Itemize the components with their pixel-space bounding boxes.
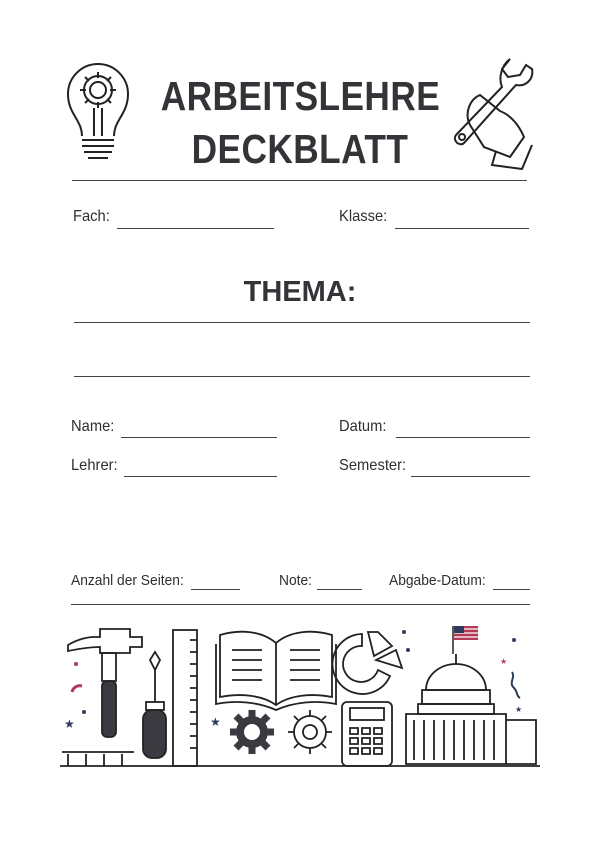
note-label: Note: — [279, 572, 312, 589]
open-book-icon — [216, 632, 336, 710]
header-divider — [72, 180, 527, 181]
note-field[interactable] — [317, 589, 362, 590]
semester-field[interactable] — [411, 476, 530, 477]
lehrer-label: Lehrer: — [71, 457, 118, 474]
semester-label: Semester: — [339, 457, 407, 474]
thema-line-2[interactable] — [74, 376, 530, 377]
thema-line-1[interactable] — [74, 322, 530, 323]
name-field[interactable] — [121, 437, 277, 438]
title-line-1: ARBEITSLEHRE — [160, 73, 440, 119]
name-label: Name: — [71, 418, 115, 435]
svg-text:★: ★ — [500, 657, 508, 666]
svg-text:★: ★ — [515, 705, 523, 714]
ruler-icon — [173, 630, 197, 766]
us-flag-icon — [453, 626, 478, 654]
lehrer-field[interactable] — [124, 476, 277, 477]
pie-chart-icon — [333, 632, 402, 694]
title-line-2: DECKBLATT — [191, 126, 409, 172]
abgabe-label: Abgabe-Datum: — [389, 572, 486, 589]
calculator-icon — [342, 702, 392, 766]
klasse-label: Klasse: — [339, 208, 388, 225]
anzahl-label: Anzahl der Seiten: — [71, 572, 184, 589]
gear-icon — [230, 710, 332, 754]
thema-heading: THEMA: — [243, 276, 357, 308]
svg-text:★: ★ — [64, 717, 75, 731]
footer-divider — [71, 604, 530, 605]
fach-label: Fach: — [73, 208, 110, 225]
datum-label: Datum: — [339, 418, 387, 435]
datum-field[interactable] — [396, 437, 530, 438]
tools-illustration — [60, 620, 545, 775]
anzahl-field[interactable] — [191, 589, 240, 590]
hammer-icon — [68, 629, 142, 737]
klasse-field[interactable] — [395, 228, 529, 229]
abgabe-field[interactable] — [493, 589, 530, 590]
svg-text:★: ★ — [210, 715, 221, 729]
screwdriver-icon — [143, 652, 166, 758]
fach-field[interactable] — [117, 228, 274, 229]
